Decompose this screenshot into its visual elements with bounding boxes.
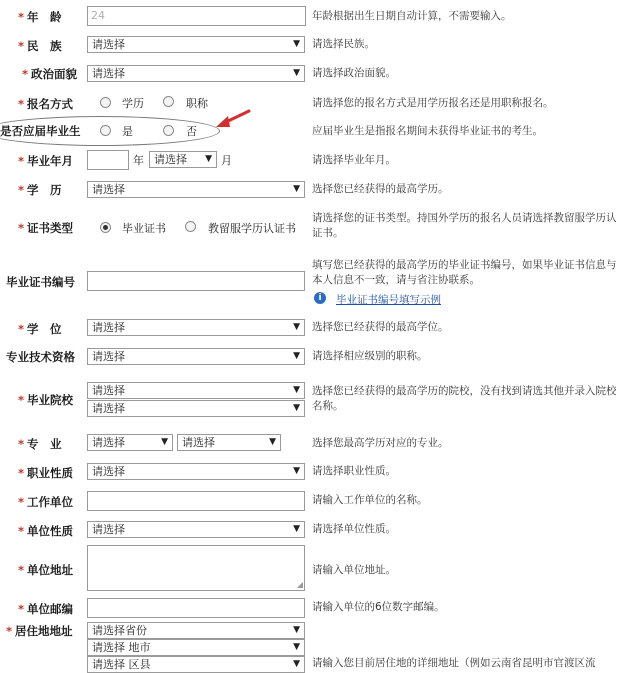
ethnicity-label: * 民 族 bbox=[18, 39, 62, 53]
title-select[interactable]: 请选择 ▼ bbox=[87, 348, 305, 365]
residence-hint: 请输入您目前居住地的详细地址（例如云南省昆明市官渡区流 bbox=[312, 657, 596, 669]
cert-no-hint: 填写您已经获得的最高学历的毕业证书编号，如果毕业证书信息与本人信息不一致，请与省注协联系。 bbox=[312, 259, 617, 286]
grad-month-unit: 月 bbox=[221, 154, 232, 167]
chevron-down-icon: ▼ bbox=[293, 184, 300, 194]
chevron-down-icon: ▼ bbox=[293, 39, 300, 49]
degree-label: * 学 位 bbox=[18, 322, 62, 336]
cert-type-radio-cscse[interactable] bbox=[185, 221, 196, 232]
chevron-down-icon: ▼ bbox=[293, 625, 300, 635]
fresh-grad-option-no: 否 bbox=[186, 125, 197, 138]
chevron-down-icon: ▼ bbox=[269, 437, 276, 447]
major-select-category[interactable]: 请选择 ▼ bbox=[87, 434, 173, 451]
chevron-down-icon: ▼ bbox=[293, 659, 300, 669]
grad-month-select[interactable]: 请选择 ▼ bbox=[149, 151, 217, 168]
grad-year-unit: 年 bbox=[133, 154, 144, 167]
age-label: * 年 龄 bbox=[18, 10, 62, 24]
reg-method-option-degree: 学历 bbox=[122, 97, 144, 110]
chevron-down-icon: ▼ bbox=[293, 466, 300, 476]
politics-select[interactable]: 请选择 ▼ bbox=[87, 65, 305, 82]
fresh-grad-option-yes: 是 bbox=[122, 125, 133, 138]
reg-method-radio-degree[interactable] bbox=[100, 97, 111, 108]
grad-date-hint: 请选择毕业年月。 bbox=[312, 154, 396, 166]
school-label: * 毕业院校 bbox=[18, 393, 74, 407]
fresh-grad-radio-no[interactable] bbox=[163, 125, 174, 136]
school-select-name[interactable]: 请选择 ▼ bbox=[87, 400, 305, 417]
education-select[interactable]: 请选择 ▼ bbox=[87, 181, 305, 198]
cert-type-option-diploma: 毕业证书 bbox=[122, 222, 166, 235]
chevron-down-icon: ▼ bbox=[293, 642, 300, 652]
cert-no-field[interactable] bbox=[87, 271, 305, 291]
chevron-down-icon: ▼ bbox=[293, 524, 300, 534]
title-hint: 请选择相应级别的职称。 bbox=[312, 350, 428, 362]
reg-method-label: * 报名方式 bbox=[18, 97, 74, 111]
employer-zip-field[interactable] bbox=[87, 598, 305, 618]
residence-county-select[interactable]: 请选择 区县 ▼ bbox=[87, 656, 305, 673]
grad-year-field[interactable] bbox=[87, 150, 129, 170]
chevron-down-icon: ▼ bbox=[293, 322, 300, 332]
age-field[interactable]: 24 bbox=[87, 6, 306, 26]
employer-addr-label: * 单位地址 bbox=[18, 563, 74, 577]
major-select-name[interactable]: 请选择 ▼ bbox=[177, 434, 281, 451]
education-hint: 选择您已经获得的最高学历。 bbox=[312, 183, 449, 195]
major-hint: 选择您最高学历对应的专业。 bbox=[312, 437, 449, 449]
grad-date-label: * 毕业年月 bbox=[18, 154, 74, 168]
job-nature-label: * 职业性质 bbox=[18, 466, 74, 480]
annotation-arrow-icon bbox=[212, 108, 252, 132]
cert-no-label: 毕业证书编号 bbox=[6, 275, 75, 289]
age-hint: 年龄根据出生日期自动计算，不需要输入。 bbox=[312, 10, 512, 22]
employer-zip-hint: 请输入单位的6位数字邮编。 bbox=[312, 601, 445, 613]
degree-select[interactable]: 请选择 ▼ bbox=[87, 319, 305, 336]
job-nature-select[interactable]: 请选择 ▼ bbox=[87, 463, 305, 480]
cert-type-hint: 请选择您的证书类型。持国外学历的报名人员请选择教留服学历认证书。 bbox=[312, 212, 617, 239]
major-label: * 专 业 bbox=[18, 437, 62, 451]
cert-type-option-cscse: 教留服学历认证书 bbox=[208, 222, 296, 235]
employer-field[interactable] bbox=[87, 491, 305, 511]
chevron-down-icon: ▼ bbox=[293, 351, 300, 361]
degree-hint: 选择您已经获得的最高学位。 bbox=[312, 321, 449, 333]
residence-label: * 居住地地址 bbox=[6, 624, 73, 638]
employer-label: * 工作单位 bbox=[18, 495, 74, 509]
info-icon: i bbox=[314, 292, 326, 304]
employer-nature-label: * 单位性质 bbox=[18, 524, 74, 538]
education-label: * 学 历 bbox=[18, 183, 62, 197]
reg-method-option-title: 职称 bbox=[186, 97, 208, 110]
title-label: 专业技术资格 bbox=[6, 350, 75, 364]
school-select-province[interactable]: 请选择 ▼ bbox=[87, 382, 305, 399]
chevron-down-icon: ▼ bbox=[293, 403, 300, 413]
employer-addr-hint: 请输入单位地址。 bbox=[312, 564, 396, 576]
ethnicity-hint: 请选择民族。 bbox=[312, 38, 375, 50]
cert-no-example-link[interactable]: 毕业证书编号填写示例 bbox=[336, 294, 441, 306]
chevron-down-icon: ▼ bbox=[293, 385, 300, 395]
chevron-down-icon: ▼ bbox=[205, 154, 212, 164]
employer-hint: 请输入工作单位的名称。 bbox=[312, 494, 428, 506]
politics-label: * 政治面貌 bbox=[22, 67, 78, 81]
school-hint: 选择您已经获得的最高学历的院校，没有找到请选其他并录入院校名称。 bbox=[312, 385, 617, 412]
reg-method-hint: 请选择您的报名方式是用学历报名还是用职称报名。 bbox=[312, 97, 554, 109]
cert-type-label: * 证书类型 bbox=[18, 221, 74, 235]
fresh-grad-radio-yes[interactable] bbox=[100, 125, 111, 136]
politics-hint: 请选择政治面貌。 bbox=[312, 67, 396, 79]
reg-method-radio-title[interactable] bbox=[163, 96, 174, 107]
employer-zip-label: * 单位邮编 bbox=[18, 602, 74, 616]
ethnicity-select[interactable]: 请选择 ▼ bbox=[87, 36, 305, 53]
employer-addr-textarea[interactable] bbox=[87, 545, 305, 591]
employer-nature-select[interactable]: 请选择 ▼ bbox=[87, 521, 305, 538]
fresh-grad-hint: 应届毕业生是指报名期间未获得毕业证书的考生。 bbox=[312, 125, 543, 137]
job-nature-hint: 请选择职业性质。 bbox=[312, 465, 396, 477]
resize-grip-icon[interactable]: ◢ bbox=[296, 580, 303, 589]
residence-province-select[interactable]: 请选择省份 ▼ bbox=[87, 622, 305, 639]
chevron-down-icon: ▼ bbox=[293, 68, 300, 78]
employer-nature-hint: 请选择单位性质。 bbox=[312, 523, 396, 535]
residence-city-select[interactable]: 请选择 地市 ▼ bbox=[87, 639, 305, 656]
cert-type-radio-diploma[interactable] bbox=[100, 222, 111, 233]
chevron-down-icon: ▼ bbox=[161, 437, 168, 447]
fresh-grad-label: 是否应届毕业生 bbox=[0, 124, 81, 138]
